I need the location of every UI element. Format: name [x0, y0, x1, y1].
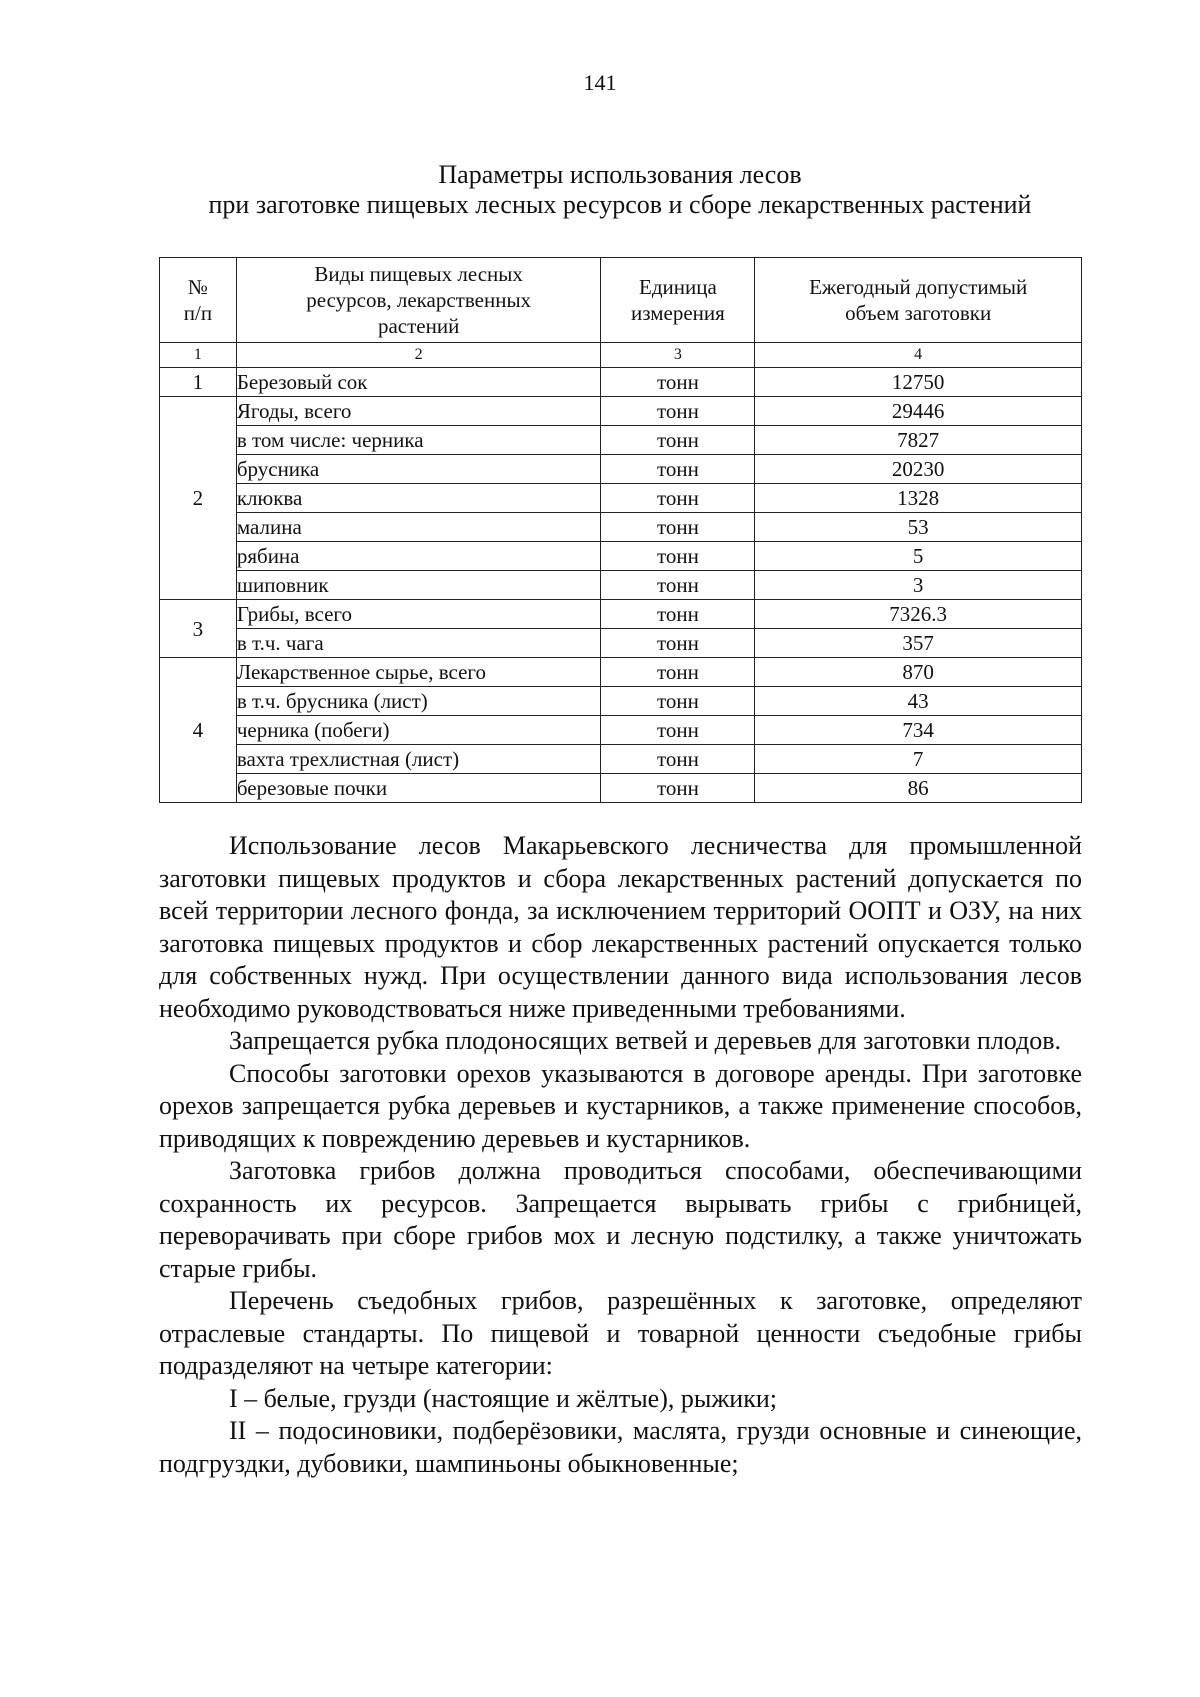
resource-name: Березовый сок: [236, 368, 601, 397]
table-row: [160, 658, 1082, 687]
table-title-line-1: Параметры использования лесов: [438, 160, 802, 189]
table-row: [160, 426, 1082, 455]
volume-cell: 3: [755, 571, 1082, 600]
resource-name: Ягоды, всего: [236, 397, 601, 426]
table-row: [160, 455, 1082, 484]
unit-cell: тонн: [601, 368, 755, 397]
unit-cell: тонн: [601, 600, 755, 629]
resource-name: черника (побеги): [236, 716, 601, 745]
resource-name: шиповник: [236, 571, 601, 600]
paragraph: Способы заготовки орехов указываются в договоре аренды. При заготовке орехов запрещается рубка деревьев и кустарников, а также применение способов, приводящих к повреждению деревьев и кустарников.: [159, 1058, 1082, 1153]
unit-cell: тонн: [601, 571, 755, 600]
table-row: [160, 484, 1082, 513]
table-header-row: [160, 258, 1082, 343]
volume-cell: 20230: [755, 455, 1082, 484]
resource-name: малина: [236, 513, 601, 542]
resource-name: Лекарственное сырье, всего: [236, 658, 601, 687]
volume-cell: 7326.3: [755, 600, 1082, 629]
table-row: [160, 745, 1082, 774]
resource-name: Грибы, всего: [236, 600, 601, 629]
unit-cell: тонн: [601, 774, 755, 803]
volume-cell: 7827: [755, 426, 1082, 455]
column-number-row: [160, 343, 1082, 368]
volume-cell: 86: [755, 774, 1082, 803]
paragraph: Заготовка грибов должна проводиться способами, обеспечивающими сохранность их ресурсов. Запрещается вырывать грибы с грибницей, переворачивать при сборе грибов мох и лесную подстилку, а также уничтожать старые грибы.: [159, 1156, 1082, 1283]
table-row: [160, 368, 1082, 397]
forest-resources-table: [159, 257, 1082, 803]
header-num: № п/п: [160, 258, 237, 343]
header-unit: Единица измерения: [601, 258, 755, 343]
unit-cell: тонн: [601, 513, 755, 542]
table-row: [160, 774, 1082, 803]
body-text: [159, 830, 1082, 1480]
volume-cell: 357: [755, 629, 1082, 658]
table-row: [160, 542, 1082, 571]
resource-name: вахта трехлистная (лист): [236, 745, 601, 774]
paragraph: Перечень съедобных грибов, разрешённых к заготовке, определяют отраслевые стандарты. По пищевой и товарной ценности съедобные грибы подразделяют на четыре категории:: [159, 1286, 1082, 1380]
resource-name: в т.ч. чага: [236, 629, 601, 658]
volume-cell: 870: [755, 658, 1082, 687]
row-number: 1: [160, 368, 237, 397]
row-number: 4: [160, 658, 237, 803]
table-row: [160, 513, 1082, 542]
paragraph: Использование лесов Макарьевского лесничества для промышленной заготовки пищевых продуктов и сбора лекарственных растений допускается по всей территории лесного фонда, за исключением территорий ООПТ и ОЗУ, на них заготовка пищевых продуктов и сбор лекарственных растений опускается только для собственных нужд. При осуществлении данного вида использования лесов необходимо руководствоваться ниже приведенными требованиями.: [159, 831, 1082, 1023]
unit-cell: тонн: [601, 397, 755, 426]
resource-name: рябина: [236, 542, 601, 571]
volume-cell: 734: [755, 716, 1082, 745]
unit-cell: тонн: [601, 484, 755, 513]
volume-cell: 7: [755, 745, 1082, 774]
column-number: 1: [160, 343, 237, 368]
unit-cell: тонн: [601, 716, 755, 745]
table-row: [160, 571, 1082, 600]
table-row: [160, 716, 1082, 745]
row-number: 2: [160, 397, 237, 600]
unit-cell: тонн: [601, 658, 755, 687]
header-name: Виды пищевых лесных ресурсов, лекарственных растений: [236, 258, 601, 343]
table-body: [160, 343, 1082, 803]
table-row: [160, 600, 1082, 629]
header-volume: Ежегодный допустимый объем заготовки: [755, 258, 1082, 343]
volume-cell: 43: [755, 687, 1082, 716]
unit-cell: тонн: [601, 455, 755, 484]
volume-cell: 53: [755, 513, 1082, 542]
unit-cell: тонн: [601, 629, 755, 658]
row-number: 3: [160, 600, 237, 658]
unit-cell: тонн: [601, 426, 755, 455]
resource-name: брусника: [236, 455, 601, 484]
column-number: 4: [755, 343, 1082, 368]
column-number: 2: [236, 343, 601, 368]
resource-name: клюква: [236, 484, 601, 513]
resource-name: в т.ч. брусника (лист): [236, 687, 601, 716]
paragraph: I – белые, грузди (настоящие и жёлтые), рыжики;: [229, 1383, 777, 1413]
volume-cell: 5: [755, 542, 1082, 571]
table-row: [160, 397, 1082, 426]
paragraph: Запрещается рубка плодоносящих ветвей и деревьев для заготовки плодов.: [229, 1026, 1062, 1055]
resource-name: березовые почки: [236, 774, 601, 803]
paragraph: II – подосиновики, подберёзовики, маслята, грузди основные и синеющие, подгруздки, дубовики, шампиньоны обыкновенные;: [159, 1416, 1082, 1478]
page-number: 141: [583, 70, 617, 95]
unit-cell: тонн: [601, 542, 755, 571]
volume-cell: 12750: [755, 368, 1082, 397]
table-row: [160, 687, 1082, 716]
unit-cell: тонн: [601, 745, 755, 774]
table-row: [160, 629, 1082, 658]
table-title: [100, 160, 1140, 220]
resource-name: в том числе: черника: [236, 426, 601, 455]
table-title-line-2: при заготовке пищевых лесных ресурсов и сборе лекарственных растений: [208, 190, 1032, 219]
volume-cell: 1328: [755, 484, 1082, 513]
volume-cell: 29446: [755, 397, 1082, 426]
column-number: 3: [601, 343, 755, 368]
unit-cell: тонн: [601, 687, 755, 716]
